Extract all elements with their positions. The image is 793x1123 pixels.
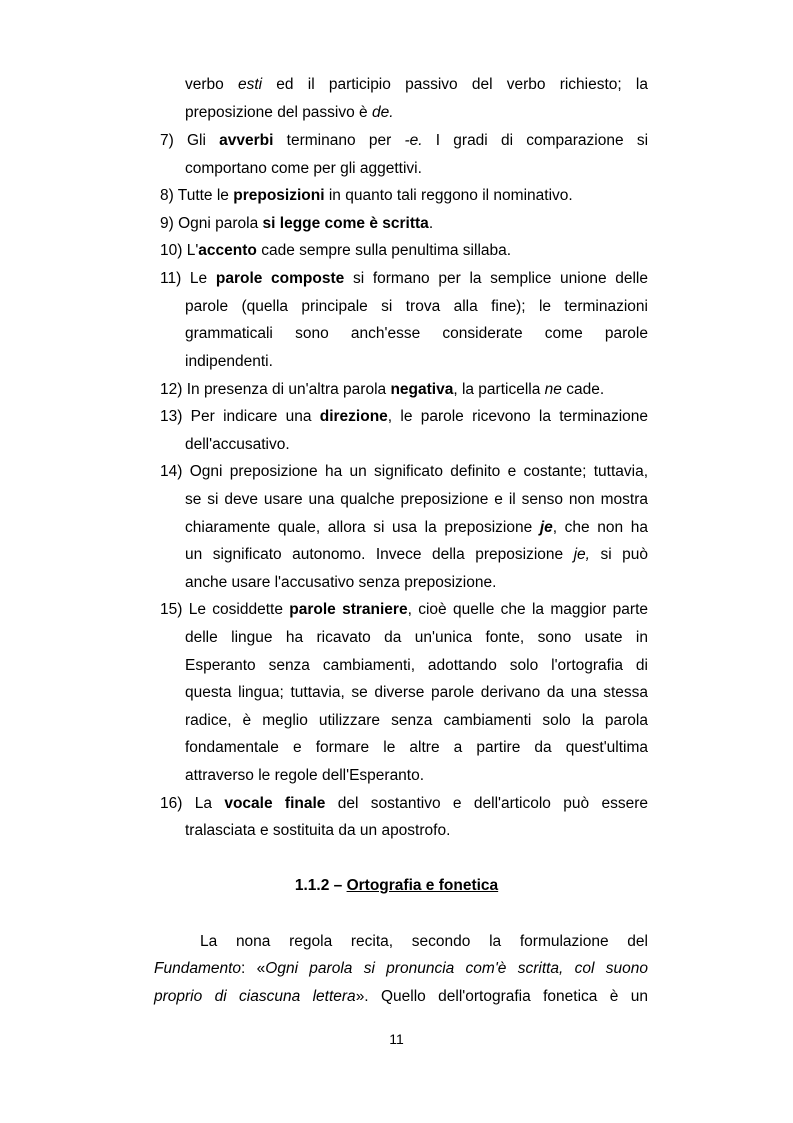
bold-text: preposizioni xyxy=(233,187,325,204)
text-line xyxy=(0,293,793,321)
text-line xyxy=(0,762,793,790)
text-line xyxy=(0,486,793,514)
text-run: si può xyxy=(589,546,648,563)
text-run: questa lingua; tuttavia, se diverse parole derivano da una stessa xyxy=(185,684,648,701)
text-line xyxy=(0,403,793,431)
text-line xyxy=(0,320,793,348)
text-line xyxy=(0,431,793,459)
text-run: grammaticali sono anch'esse considerate come parole xyxy=(185,325,648,342)
text-line xyxy=(0,376,793,404)
section-heading xyxy=(0,871,793,901)
text-run: 9) Ogni parola xyxy=(160,215,263,232)
text-line xyxy=(0,71,793,99)
text-line xyxy=(0,99,793,127)
text-run: attraverso le regole dell'Esperanto. xyxy=(185,767,425,784)
text-run: tralasciata e sostituita da un apostrofo. xyxy=(185,822,451,839)
text-line xyxy=(0,237,793,265)
bold-text: vocale finale xyxy=(224,795,326,812)
text-run: terminano per xyxy=(273,132,405,149)
text-run: , le parole ricevono la terminazione xyxy=(387,408,648,425)
italic-text: de. xyxy=(371,104,394,121)
bold-text: parole composte xyxy=(215,270,345,287)
text-run: verbo xyxy=(185,76,238,93)
italic-text: -e. xyxy=(404,132,423,149)
text-run: 15) Le cosiddette xyxy=(160,601,290,618)
text-run: un significato autonomo. Invece della preposizione xyxy=(185,546,574,563)
text-run: del sostantivo e dell'articolo può essere xyxy=(325,795,648,812)
text-run: 10) L' xyxy=(160,242,199,259)
text-line xyxy=(0,569,793,597)
text-run: se si deve usare una qualche preposizione e il senso non mostra xyxy=(185,491,648,508)
italic-text: Ogni parola si pronuncia com'è scritta, col suono xyxy=(265,960,649,977)
text-run: 12) In presenza di un'altra parola xyxy=(160,381,391,398)
text-run: La nona regola recita, secondo la formulazione del xyxy=(200,933,648,950)
text-run: si formano per la semplice unione delle xyxy=(344,270,648,287)
text-run: , che non ha xyxy=(552,519,648,536)
text-line xyxy=(0,182,793,210)
bold-text: negativa xyxy=(390,381,454,398)
bold-text: accento xyxy=(198,242,257,259)
text-run: preposizione del passivo è xyxy=(185,104,372,121)
text-run: 13) Per indicare una xyxy=(160,408,320,425)
text-line xyxy=(0,734,793,762)
page-number: 11 xyxy=(389,1031,404,1047)
text-line xyxy=(0,652,793,680)
bold-text: avverbi xyxy=(219,132,274,149)
text-run: cade sempre sulla penultima sillaba. xyxy=(256,242,512,259)
bold-text: parole straniere xyxy=(289,601,408,618)
bold-text: je xyxy=(539,519,553,536)
text-run: cade. xyxy=(561,381,605,398)
text-line xyxy=(0,210,793,238)
text-run: chiaramente quale, allora si usa la preposizione xyxy=(185,519,540,536)
text-line xyxy=(0,790,793,818)
text-line xyxy=(0,155,793,183)
text-run: 8) Tutte le xyxy=(160,187,234,204)
text-run: dell'accusativo. xyxy=(185,436,290,453)
text-line xyxy=(0,541,793,569)
text-line xyxy=(0,348,793,376)
text-run: ». Quello dell'ortografia fonetica è un xyxy=(355,988,648,1005)
text-run: anche usare l'accusativo senza preposizione. xyxy=(185,574,497,591)
text-run: . xyxy=(428,215,434,232)
text-run: comportano come per gli aggettivi. xyxy=(185,160,422,177)
text-run: radice, è meglio utilizzare senza cambiamenti solo la parola xyxy=(185,712,648,729)
text-run: indipendenti. xyxy=(185,353,273,370)
text-line xyxy=(0,983,793,1011)
text-line xyxy=(0,955,793,983)
text-line xyxy=(0,127,793,155)
text-run: ed il participio passivo del verbo richiesto; la xyxy=(262,76,648,93)
italic-text: proprio di ciascuna lettera xyxy=(154,988,356,1005)
text-line xyxy=(0,679,793,707)
italic-text: esti xyxy=(237,76,263,93)
text-run: 7) Gli xyxy=(160,132,220,149)
text-line xyxy=(0,458,793,486)
section-title: Ortografia e fonetica xyxy=(346,877,499,894)
italic-text: je, xyxy=(573,546,590,563)
text-line xyxy=(0,265,793,293)
text-run: , cioè quelle che la maggior parte xyxy=(407,601,648,618)
bold-text: direzione xyxy=(319,408,388,425)
bold-text: si legge come è scritta xyxy=(262,215,429,232)
text-run: , la particella xyxy=(453,381,545,398)
text-run: 14) Ogni preposizione ha un significato definito e costante; tuttavia, xyxy=(160,463,648,480)
text-line xyxy=(0,514,793,542)
text-run: delle lingue ha ricavato da un'unica fonte, sono usate in xyxy=(185,629,648,646)
section-number: 1.1.2 – xyxy=(294,877,347,894)
italic-text: ne xyxy=(544,381,562,398)
text-line xyxy=(0,817,793,845)
text-line xyxy=(0,596,793,624)
text-line xyxy=(0,707,793,735)
text-run: 16) La xyxy=(160,795,225,812)
text-run: parole (quella principale si trova alla fine); le terminazioni xyxy=(185,298,648,315)
italic-text: Fundamento xyxy=(154,960,242,977)
text-run: fondamentale e formare le altre a partire da quest'ultima xyxy=(185,739,648,756)
text-run: in quanto tali reggono il nominativo. xyxy=(324,187,573,204)
text-line xyxy=(0,928,793,956)
text-run: I gradi di comparazione si xyxy=(422,132,649,149)
text-line xyxy=(0,624,793,652)
text-run: 11) Le xyxy=(160,270,216,287)
text-run: : « xyxy=(241,960,266,977)
text-run: Esperanto senza cambiamenti, adottando solo l'ortografia di xyxy=(185,657,648,674)
